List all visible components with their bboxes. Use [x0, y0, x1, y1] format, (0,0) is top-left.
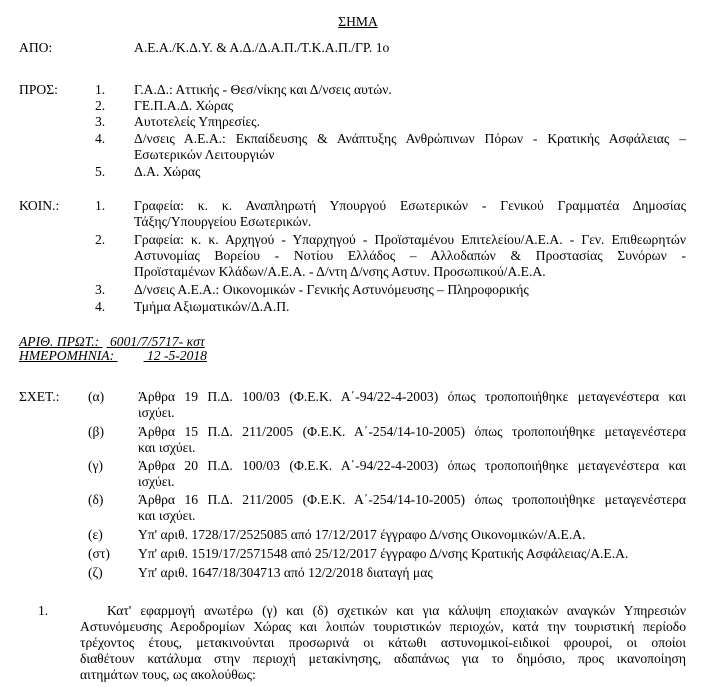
ref-text: Άρθρα 20 Π.Δ. 100/03 (Φ.Ε.Κ. Α΄-94/22-4-2003) όπως τροποποιήθηκε μεταγενέστερα και	[138, 458, 686, 473]
ref-letter: (α)	[88, 389, 105, 404]
cc-item-text: Αστυνομίας Βορείου - Νοτίου Ελλάδος – Αλλοδαπών & Προστασίας Συνόρων -	[134, 248, 686, 263]
cc-item-num: 1.	[95, 198, 106, 213]
ref-text: Άρθρα 15 Π.Δ. 211/2005 (Φ.Ε.Κ. Α΄-254/14-10-2005) όπως τροποποιήθηκε μεταγενέστερα	[138, 424, 686, 439]
ref-text: Άρθρα 19 Π.Δ. 100/03 (Φ.Ε.Κ. Α΄-94/22-4-2003) όπως τροποποιήθηκε μεταγενέστερα και	[138, 389, 686, 404]
date-label: ΗΜΕΡΟΜΗΝΙΑ:	[19, 348, 115, 363]
cc-label: ΚΟΙΝ.:	[19, 198, 60, 213]
cc-item-num: 2.	[95, 232, 106, 247]
ref-text: Υπ' αριθ. 1728/17/2525085 από 17/12/2017 έγγραφο Δ/νσης Οικονομικών/Α.Ε.Α.	[138, 527, 586, 542]
to-item-num: 2.	[95, 98, 106, 113]
cc-item-text: Προϊσταμένων Κλάδων/Α.Ε.Α. - Δ/ντη Δ/νσης Αστυν. Προσωπικού/Α.Ε.Α.	[134, 264, 546, 279]
paragraph-line: αιτημάτων τους, ως ακολούθως:	[80, 667, 256, 682]
to-item-num: 5.	[95, 164, 106, 179]
protocol-value: 6001/7/5717- κστ	[110, 334, 205, 349]
paragraph-line: Αστυνόμευσης Αεροδρομίων Χώρας και λοιπών τουριστικών περιοχών, κατά την τουριστική περίοδο	[80, 619, 686, 634]
to-item-num: 4.	[95, 131, 106, 146]
ref-letter: (β)	[88, 424, 104, 439]
cc-item-text: Γραφεία: κ. κ. Αναπληρωτή Υπουργού Εσωτερικών - Γενικού Γραμματέα Δημοσίας	[134, 198, 686, 213]
document-title: ΣΗΜΑ	[338, 14, 378, 29]
to-label: ΠΡΟΣ:	[19, 82, 58, 97]
ref-text: και ισχύει.	[138, 508, 196, 523]
date-line	[19, 348, 220, 364]
paragraph-line: Κατ' εφαρμογή ανωτέρω (γ) και (δ) σχετικών και για κάλυψη εποχιακών αναγκών Υπηρεσιών	[107, 603, 686, 618]
ref-text: ισχύει.	[138, 405, 175, 420]
ref-letter: (ε)	[88, 527, 103, 542]
to-item-text: Εσωτερικών Λειτουργιών	[134, 147, 275, 162]
paragraph-number: 1.	[38, 603, 49, 618]
ref-text: Υπ' αριθ. 1647/18/304713 από 12/2/2018 διαταγή μας	[138, 565, 433, 580]
cc-item-num: 3.	[95, 282, 106, 297]
to-item-num: 1.	[95, 82, 106, 97]
cc-item-num: 4.	[95, 299, 106, 314]
cc-item-text: Τμήμα Αξιωματικών/Δ.Α.Π.	[134, 299, 290, 314]
to-item-num: 3.	[95, 114, 106, 129]
from-value: Α.Ε.Α./Κ.Δ.Υ. & Α.Δ./Δ.Α.Π./Τ.Κ.Α.Π./ΓΡ. 1ο	[134, 40, 390, 55]
date-value: 12 -5-2018	[146, 348, 207, 363]
ref-text: ισχύει.	[138, 474, 175, 489]
to-item-text: Δ.Α. Χώρας	[134, 164, 201, 179]
paragraph-line: διαθέτουν κατάλυμα στην περιοχή μετακίνησης, αδαπάνως για το δημόσιο, προς ικανοποίηση	[80, 651, 686, 666]
ref-text: Υπ' αριθ. 1519/17/2571548 από 25/12/2017 έγγραφο Δ/νσης Κρατικής Ασφάλειας/Α.Ε.Α.	[138, 546, 629, 561]
protocol-label: ΑΡΙΘ. ΠΡΩΤ.:	[19, 334, 100, 349]
from-label: ΑΠΟ:	[19, 40, 53, 55]
ref-text: Άρθρα 16 Π.Δ. 211/2005 (Φ.Ε.Κ. Α΄-254/14-10-2005) όπως τροποποιήθηκε μεταγενέστερα	[138, 492, 686, 507]
to-item-text: Δ/νσεις Α.Ε.Α.: Εκπαίδευσης & Ανάπτυξης Ανθρώπινων Πόρων - Κρατικής Ασφάλειας –	[134, 131, 686, 146]
ref-text: και ισχύει.	[138, 440, 196, 455]
ref-letter: (δ)	[88, 492, 104, 507]
to-item-text: Αυτοτελείς Υπηρεσίες.	[134, 114, 260, 129]
paragraph-line: τρέχοντος έτους, μετακινούνται προσωρινά οι κάτωθι αστυνομικοί-ειδικοί φρουροί, οι οποίοι	[80, 635, 686, 650]
ref-letter: (γ)	[88, 458, 104, 473]
cc-item-text: Δ/νσεις Α.Ε.Α.: Οικονομικών - Γενικής Αστυνόμευσης – Πληροφορικής	[134, 282, 529, 297]
cc-item-text: Τάξης/Υπουργείου Εσωτερικών.	[134, 214, 312, 229]
refs-label: ΣΧΕΤ.:	[19, 389, 60, 404]
cc-item-text: Γραφεία: κ. κ. Αρχηγού - Υπαρχηγού - Προϊσταμένου Επιτελείου/Α.Ε.Α. - Γεν. Επιθεωρητών	[134, 232, 686, 247]
ref-letter: (ζ)	[88, 565, 103, 580]
to-item-text: Γ.Α.Δ.: Αττικής - Θεσ/νίκης και Δ/νσεις αυτών.	[134, 82, 392, 97]
ref-letter: (στ)	[88, 546, 110, 561]
to-item-text: ΓΕ.Π.Α.Δ. Χώρας	[134, 98, 234, 113]
